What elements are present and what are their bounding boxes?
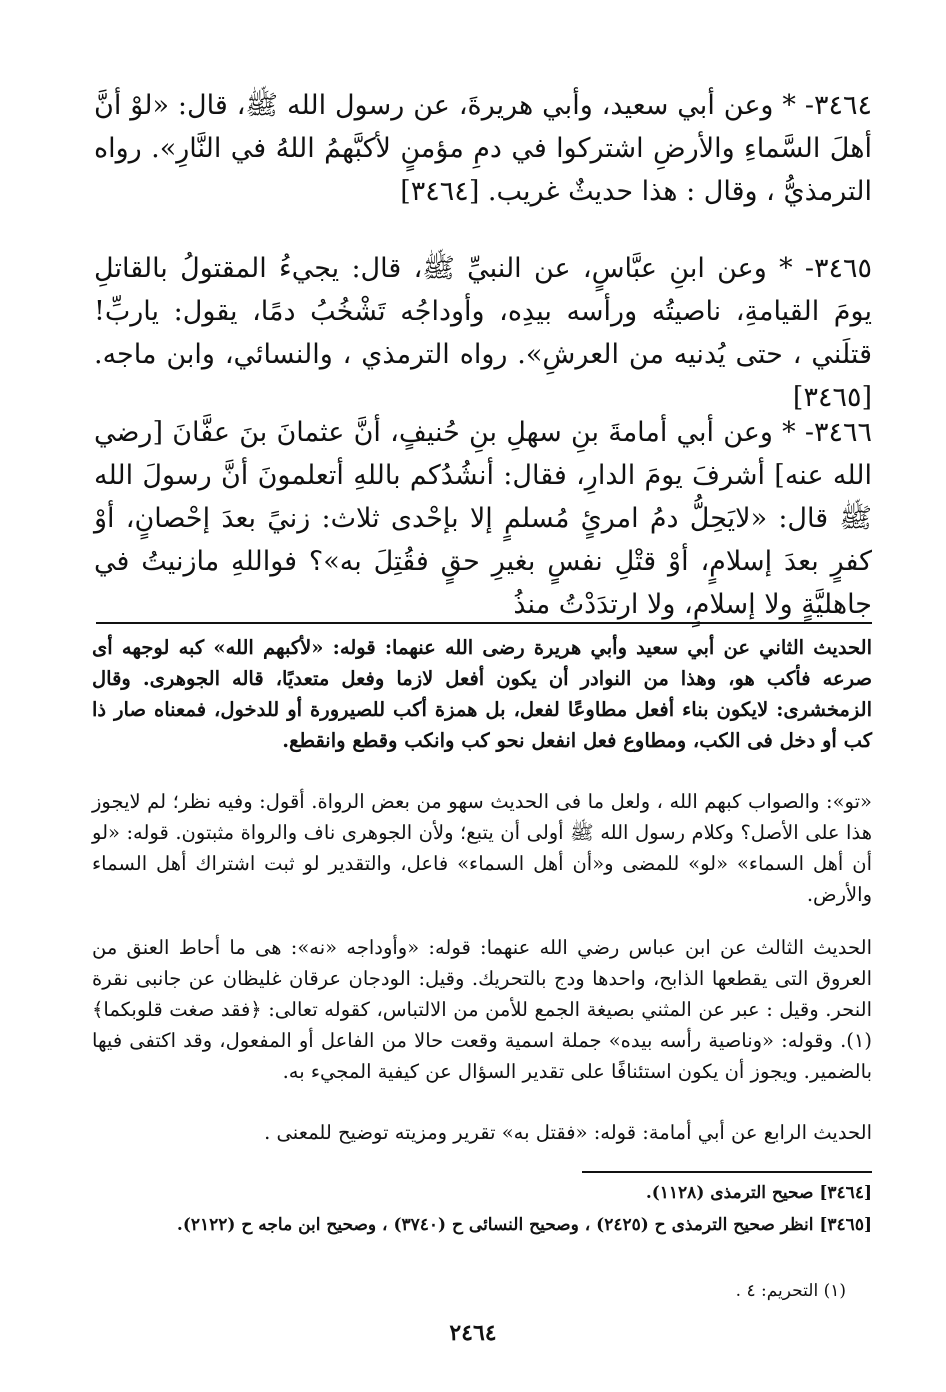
main-text-divider [96,622,872,624]
footnote-3464: [٣٤٦٤] صحيح الترمذى (١١٢٨). [645,1183,872,1203]
hadith-3464: ٣٤٦٤- * وعن أبي سعيد، وأبي هريرةَ، عن رسول الله ﷺ، قال: «لوْ أنَّ أهلَ السَّماءِ والأرضِ اشتركوا في دمِ مؤمنٍ لأكبَّهمُ اللهُ في النَّارِ». رواه الترمذيُّ ، وقال : هذا حديثٌ غريب. [٣٤٦٤] [94,90,872,207]
footnote-divider [582,1171,872,1173]
commentary-hadith-3: الحديث الثالث عن ابن عباس رضي الله عنهما: قوله: «وأوداجه «نه»: هى ما أحاط العنق من العروق التى يقطعها الذابح، واحدها ودج بالتحريك. وقيل: الودجان عرقان غليظان عن جانبى نقرة النحر. وقيل : عبر عن المثني بصيغة الجمع للأمن من الالتباس، كقوله تعالى: ﴿فقد صغت قلوبكما﴾ (١). وقوله: «وناصية رأسه بيده» جملة اسمية وقعت حالا من الفاعل أو المفعول، وقد اكتفى فيها بالضمير. ويجوز أن يكون استئنافًا على تقدير السؤال عن كيفية المجيء به. [92,936,872,1083]
hadith-3466: ٣٤٦٦- * وعن أبي أمامةَ بنِ سهلِ بنِ حُنيفٍ، أنَّ عثمانَ بنَ عفَّانَ [رضي الله عنه] أشرفَ يومَ الدارِ، فقال: أنشُدُكم باللهِ أتعلمونَ أنَّ رسولَ الله ﷺ قال: «لايَحِلُّ دمُ امرئٍ مُسلمٍ إلا بإحْدى ثلاث: زنيً بعدَ إحْصانٍ، أوْ كفرٍ بعدَ إسلامٍ، أوْ قتْلِ نفسٍ بغيرِ حقٍ فقُتِلَ به»؟ فواللهِ مازنيتُ في جاهليَّةٍ ولا إسلامٍ، ولا ارتدَدْتُ منذُ [94,417,872,620]
commentary-tu-note: «تو»: والصواب كبهم الله ، ولعل ما فى الحديث سهو من بعض الرواة. أقول: وفيه نظر؛ لم لايجوز هذا على الأصل؟ وكلام رسول الله ﷺ أولى أن يتبع؛ ولأن الجوهرى ناف والرواة مثبتون. قوله: «لو أن أهل السماء» «لو» للمضى و«أن أهل السماء» فاعل، والتقدير لو ثبت اشتراك أهل السماء والأرض. [92,790,872,906]
commentary-hadith-4: الحديث الرابع عن أبي أمامة: قوله: «فقتل به» تقرير ومزيته توضيح للمعنى . [264,1121,872,1144]
quran-reference-footnote: (١) التحريم: ٤ . [735,1281,846,1301]
commentary-hadith-2: الحديث الثاني عن أبي سعيد وأبي هريرة رضى الله عنهما: قوله: «لأكبهم الله» كبه لوجهه أى صرعه فأكب هو، وهذا من النوادر أن يكون أفعل لازما وفعل متعديًا، قاله الجوهرى. وقال الزمخشرى: لايكون بناء أفعل مطاوعًا لفعل، بل همزة أكب للصيرورة أو للدخول، فمعناه صار ذا كب أو دخل فى الكب، ومطاوع فعل انفعل نحو كب وانكب وقطع وانقطع. [92,636,872,752]
hadith-3465: ٣٤٦٥- * وعن ابنِ عبَّاسٍ، عن النبيِّ ﷺ، قال: يجيءُ المقتولُ بالقاتلِ يومَ القيامةِ، ناصيتُه ورأسه بيدِه، وأوداجُه تَشْخُبُ دمًا، يقول: ياربِّ! قتلَني ، حتى يُدنيه من العرشِ». رواه الترمذي ، والنسائي، وابن ماجه. [٣٤٦٥] [94,253,872,413]
page-number: ٢٤٦٤ [449,1320,497,1346]
footnote-3465: [٣٤٦٥] انظر صحيح الترمذى ح (٢٤٢٥) ، وصحيح النسائى ح (٣٧٤٠) ، وصحيح ابن ماجه ح (٢١٢٢). [176,1215,872,1235]
